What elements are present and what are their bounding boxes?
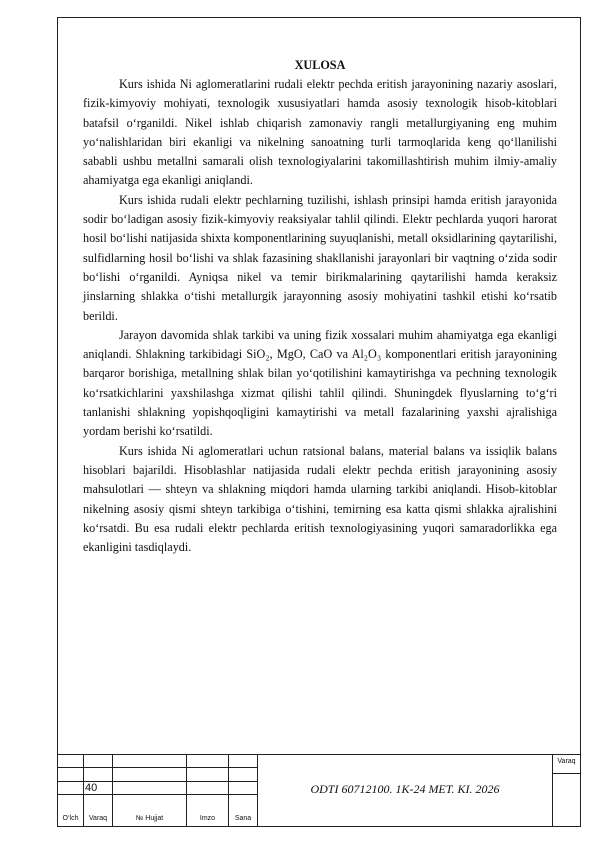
paragraph-4: Kurs ishida Ni aglomeratlari uchun ratsional balans, material balans va issiqlik balans hisoblari bajarildi. Hisoblashlar natijasida rudali elektr pechda eritish jarayonining asosiy mahsulotlari — shteyn va shlakning miqdori hamda ularning tarkibi aniqlandi. Hisob-kitoblar nikelning asosiy qismi shteyn tarkibiga o‘tishini, temirning esa katta qismi shlakka ajralishini ko‘rsatdi. Bu esa rudali elektr pechlarda eritish texnologiyasining yuqori samaradorlikka ega ekanligini tasdiqlaydi. xyxy=(83,443,557,555)
col-label-varaq: Varaq xyxy=(88,815,108,822)
paragraph-3: Jarayon davomida shlak tarkibi va uning fizik xossalari muhim ahamiyatga ega ekanligi aniqlandi. Shlakning tarkibidagi SiO₂, MgO, CaO va Al₂O₃ komponentlari eritish jarayonining barqaror borishiga, metallning shlak bilan yo‘qotilishini kamaytirishga va pechning texnologik ko‘rsatkichlarini yaxshilashga xizmat qilishi tahlil qilindi. Shuningdek flyuslarning to‘g‘ri tanlanishi shlakning yopishqoqligini kamaytirishi va metall fazalarining yaxshi ajralishiga yordam berishi ko‘rsatildi. xyxy=(83,327,557,439)
document-code: ODTI 60712100. 1K-24 MET. KI. 2026 xyxy=(310,782,500,796)
paragraph-2: Kurs ishida rudali elektr pechlarning tuzilishi, ishlash prinsipi hamda eritish jarayonida sodir bo‘ladigan asosiy fizik-kimyoviy reaksiyalar tahlil qilindi. Elektr pechlarda yuqori harorat hosil bo‘lishi natijasida shixta komponentlarining suyuqlanishi, metall oksidlarining qaytarilishi, sulfidlarning hosil bo‘lishi va shlak fazasining shakllanishi jarayonlari bir vaqtning o‘zida sodir bo‘lishi o‘rganildi. Ayniqsa nikel va temir birikmalarining qaytarilishi hamda keraksiz jinslarning shlakka o‘tishi metallurgik jarayonning asosiy mohiyatini tashkil etishi ko‘rsatib berildi. xyxy=(83,192,557,323)
title-block xyxy=(57,754,581,827)
document-title: XULOSA xyxy=(294,58,346,72)
col-label-olch: O‘lch xyxy=(62,815,79,822)
document-body xyxy=(83,56,557,557)
paragraph-1: Kurs ishida Ni aglomeratlarini rudali elektr pechda eritish jarayonining nazariy asoslari, fizik-kimyoviy mohiyati, texnologik xususiyatlari hamda asosiy texnologik hisob-kitoblari batafsil o‘rganildi. Nikel ishlab chiqarish zamonaviy rangli metallurgiyaning eng muhim yo‘nalishlaridan biri ekanligi va nikelning sanoatning turli tarmoqlarida keng qo‘llanilishi sababli ushbu metallni samarali olish texnologiyalarini takomillashtirish muhim ilmiy-amaliy ahamiyatga ega ekanligi aniqlandi. xyxy=(83,77,557,188)
col-label-sana: Sana xyxy=(234,815,252,822)
col-label-hujjat: № Hujjat xyxy=(135,815,164,822)
page-number: 40 xyxy=(85,782,98,794)
col-label-imzo: Imzo xyxy=(199,815,216,822)
varaq-header: Varaq xyxy=(557,758,576,765)
